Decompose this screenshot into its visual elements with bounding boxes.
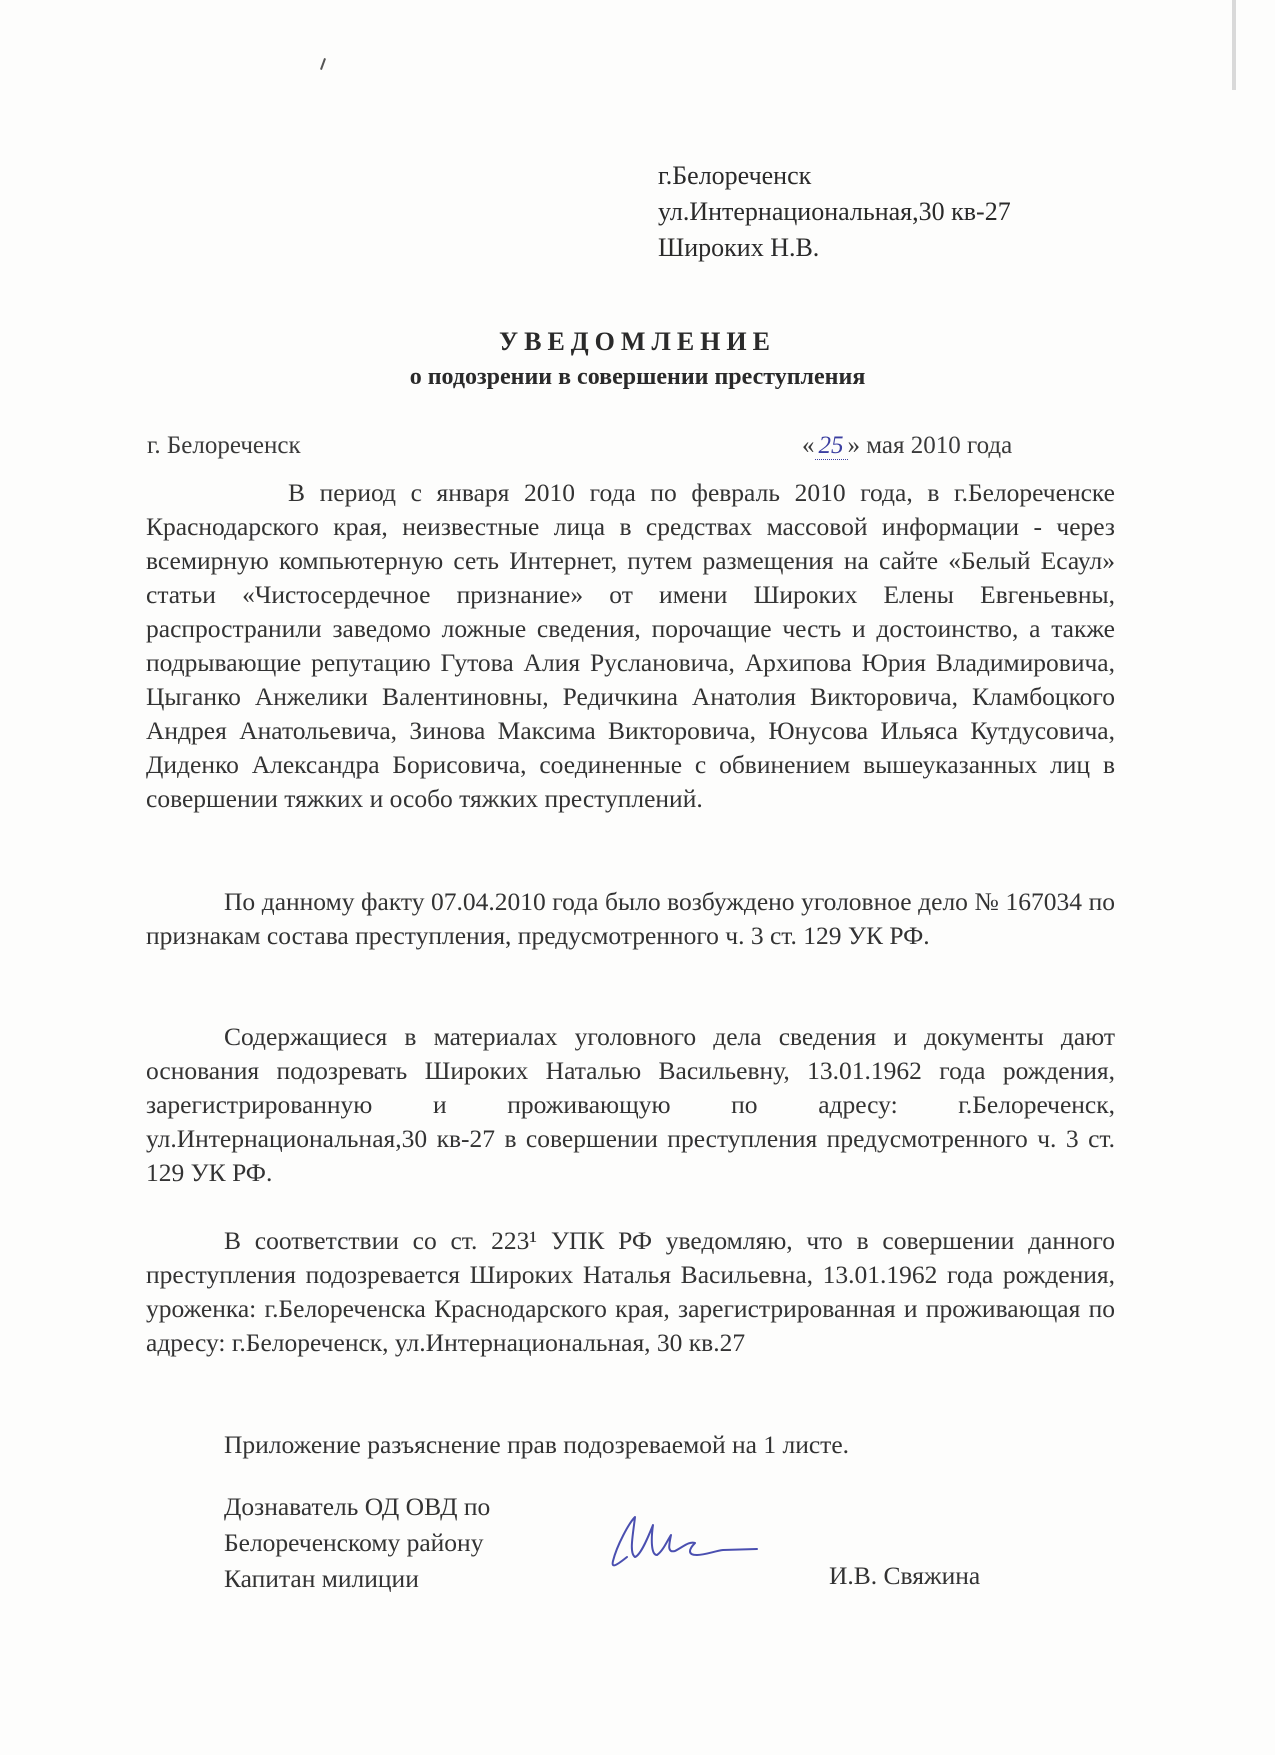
- paragraph-criminal-case: По данному факту 07.04.2010 года было возбуждено уголовное дело № 167034 по признакам состава преступления, предусмотренного ч. 3 ст. 129 УК РФ.: [146, 887, 1115, 950]
- recipient-street: ул.Интернациональная,30 кв-27: [658, 197, 1011, 226]
- handwritten-signature: [605, 1495, 765, 1585]
- date-day-handwritten: 25: [815, 432, 848, 460]
- signer-line-1: Дознаватель ОД ОВД по: [224, 1492, 491, 1521]
- signer-position: [224, 1489, 490, 1597]
- document-title: УВЕДОМЛЕНИЕ: [499, 327, 776, 356]
- paragraph-grounds: Содержащиеся в материалах уголовного дела сведения и документы дают основания подозревать Широких Наталью Васильевну, 13.01.1962 года рождения, зарегистрированную и проживающую по адресу: г.Белореченск, ул.Интернациональная,30 кв-27 в совершении преступления предусмотренного ч. 3 ст. 129 УК РФ.: [146, 1022, 1115, 1187]
- signer-line-2: Белореченскому району: [224, 1528, 484, 1557]
- signer-line-3: Капитан милиции: [224, 1564, 419, 1593]
- paragraph-notification: В соответствии со ст. 223¹ УПК РФ уведомляю, что в совершении данного преступления подозревается Широких Наталья Васильевна, 13.01.1962 года рождения, уроженка: г.Белореченска Краснодарского края, зарегистрированная и проживающая по адресу: г.Белореченск, ул.Интернациональная, 30 кв.27: [146, 1226, 1115, 1357]
- recipient-city: г.Белореченск: [658, 161, 812, 190]
- scan-edge-mark: [1232, 0, 1236, 90]
- recipient-address: [658, 158, 1011, 266]
- paragraph-incident: В период с января 2010 года по февраль 2010 года, в г.Белореченске Краснодарского края, неизвестные лица в средствах массовой информации - через всемирную компьютерную сеть Интернет, путем размещения на сайте «Белый Есаул» статьи «Чистосердечное признание» от имени Широких Елены Евгеньевны, распространили заведомо ложные сведения, порочащие честь и достоинство, а также подрывающие репутацию Гутова Алия Руслановича, Архипова Юрия Владимировича, Цыганко Анжелики Валентиновны, Редичкина Анатолия Викторовича, Кламбоцкого Андрея Анатольевича, Зинова Максима Викторовича, Юнусова Ильяса Кутдусовича, Диденко Александра Борисовича, соединенные с обвинением вышеуказанных лиц в совершении тяжких и особо тяжких преступлений.: [146, 478, 1115, 813]
- place-city: г. Белореченск: [147, 432, 301, 459]
- recipient-name: Широких Н.В.: [658, 233, 820, 262]
- date-quote-open: «: [802, 432, 815, 459]
- document-subtitle: о подозрении в совершении преступления: [409, 364, 866, 390]
- signer-name: И.В. Свяжина: [829, 1561, 981, 1590]
- scan-speck: [320, 58, 326, 70]
- date-month-year: » мая 2010 года: [847, 432, 1013, 459]
- paragraph-attachment: Приложение разъяснение прав подозреваемой на 1 листе.: [224, 1430, 850, 1459]
- document-date: [802, 432, 1012, 460]
